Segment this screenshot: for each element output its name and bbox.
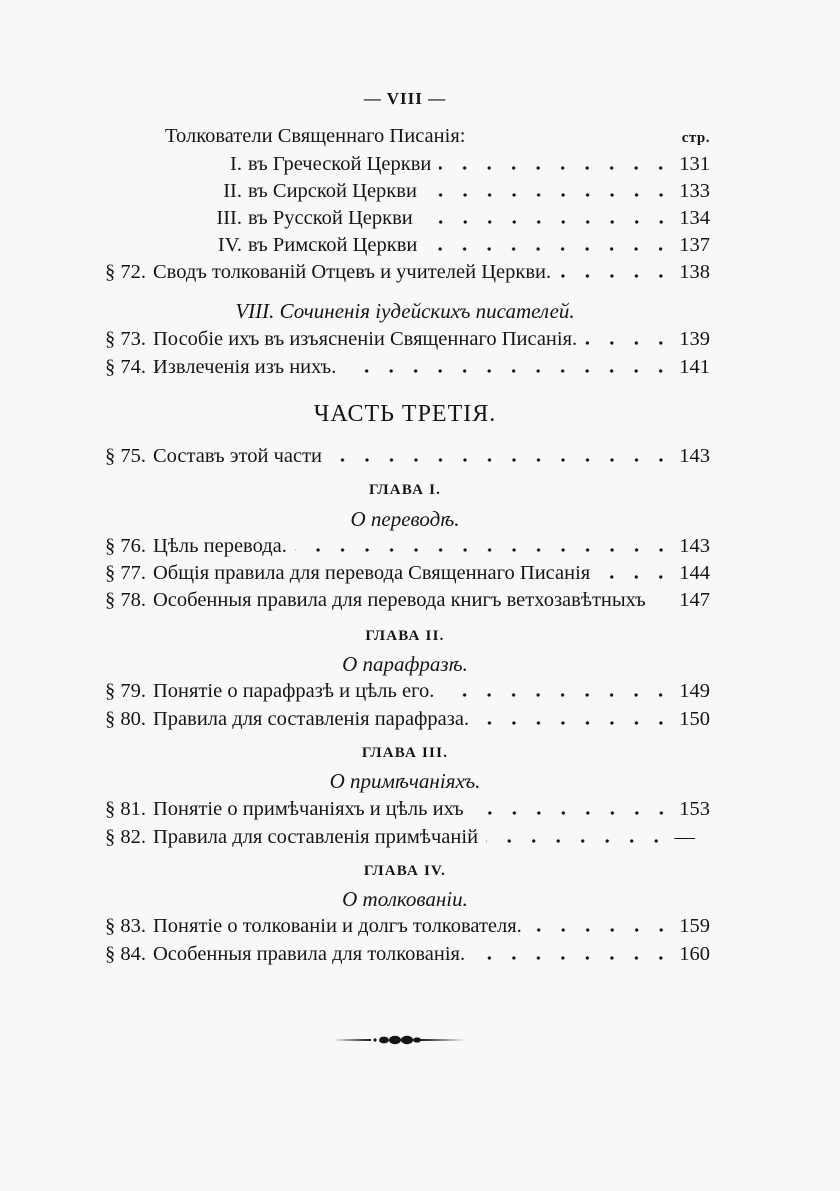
toc-entry-84 — [105, 942, 710, 966]
ornament-bead — [389, 1036, 401, 1044]
toc-entry-76 — [105, 534, 710, 558]
entry-number: § 78. — [105, 589, 146, 611]
entry-title: въ Сирской Церкви — [248, 180, 417, 202]
ornament-left-line — [333, 1039, 371, 1041]
toc-entry-77 — [105, 561, 710, 585]
ornament-bead — [413, 1037, 421, 1042]
entry-page: 138 — [679, 261, 710, 283]
ornament-bead — [401, 1036, 413, 1044]
toc-entry-80 — [105, 707, 710, 731]
dot-leader — [530, 928, 673, 932]
dot-leader — [585, 341, 673, 345]
entry-number: § 73. — [105, 328, 146, 350]
toc-entry-82 — [105, 825, 695, 849]
toc-entry-74 — [105, 355, 710, 379]
entry-number: § 83. — [105, 915, 146, 937]
chapter-title-3: О примѣчаніяхъ. — [329, 769, 481, 793]
entry-page: 147 — [679, 589, 710, 611]
dot-leader — [477, 721, 673, 725]
chapter-label-3: ГЛАВА III. — [361, 745, 449, 761]
entry-title: Особенныя правила для толкованія. — [153, 943, 466, 965]
entry-title: Сводъ толкованій Отцевъ и учителей Церкви. — [153, 261, 552, 283]
toc-entry-russian-church — [210, 206, 710, 230]
interpreters-heading: Толкователи Священнаго Писанія: — [165, 125, 466, 147]
toc-entry-72 — [105, 260, 710, 284]
dot-leader — [559, 274, 673, 278]
interpreters-heading-row — [165, 124, 710, 150]
entry-page: 137 — [679, 234, 710, 256]
entry-page: 131 — [679, 153, 710, 175]
entry-number: § 79. — [105, 680, 146, 702]
entry-title: Составъ этой части — [153, 445, 323, 467]
entry-number: § 74. — [105, 356, 146, 378]
entry-number: § 84. — [105, 943, 146, 965]
entry-title: Особенныя правила для перевода книгъ ветхозавѣтныхъ — [153, 589, 646, 611]
dot-leader — [473, 956, 673, 960]
chapter-label-4: ГЛАВА IV. — [363, 863, 447, 879]
entry-page: 134 — [679, 207, 710, 229]
entry-page: 139 — [679, 328, 710, 350]
toc-entry-78 — [105, 588, 710, 612]
entry-number: § 81. — [105, 798, 146, 820]
entry-page: — — [674, 826, 695, 848]
ornament-right-line — [420, 1039, 465, 1041]
dot-leader — [486, 839, 668, 843]
entry-number: § 80. — [105, 708, 146, 730]
dot-leader — [442, 693, 673, 697]
toc-entry-roman-church — [210, 233, 710, 257]
entry-page: 143 — [679, 445, 710, 467]
toc-entry-greek-church — [210, 152, 710, 176]
entry-title: Правила для составленія примѣчаній — [153, 826, 479, 848]
entry-number: § 77. — [105, 562, 146, 584]
dot-leader — [425, 247, 673, 251]
dot-leader — [295, 548, 673, 552]
entry-title: Цѣль перевода. — [153, 535, 287, 557]
page-column-label: стр. — [681, 130, 710, 146]
dot-leader — [472, 811, 674, 815]
entry-title: Пособіе ихъ въ изъясненіи Священнаго Писанія. — [153, 328, 578, 350]
chapter-label-2: ГЛАВА II. — [365, 628, 445, 644]
dot-leader — [344, 369, 673, 373]
entry-title: въ Русской Церкви — [248, 207, 413, 229]
entry-number: III. — [216, 207, 242, 229]
entry-title: Общія правила для перевода Священнаго Писанія — [153, 562, 591, 584]
dot-leader — [421, 220, 673, 224]
toc-entry-79 — [105, 679, 710, 703]
entry-page: 150 — [679, 708, 710, 730]
dot-leader — [330, 458, 673, 462]
entry-page: 143 — [679, 535, 710, 557]
entry-title: въ Римской Церкви — [248, 234, 418, 256]
entry-number: § 82. — [105, 826, 146, 848]
toc-entry-75 — [105, 444, 710, 468]
chapter-title-4: О толкованіи. — [342, 887, 468, 911]
entry-title: въ Греческой Церкви — [248, 153, 432, 175]
entry-title: Правила для составленія парафраза. — [153, 708, 470, 730]
dot-leader — [439, 166, 673, 170]
entry-page: 144 — [679, 562, 710, 584]
toc-entry-81 — [105, 797, 710, 821]
entry-number: IV. — [217, 234, 242, 256]
entry-title: Понятіе о парафразѣ и цѣль его. — [153, 680, 435, 702]
entry-page: 159 — [679, 915, 710, 937]
section-heading-viii: VIII. Сочиненія іудейскихъ писателей. — [235, 299, 575, 323]
entry-page: 133 — [679, 180, 710, 202]
entry-page: 160 — [679, 943, 710, 965]
toc-entry-83 — [105, 914, 710, 938]
toc-entry-73 — [105, 327, 710, 351]
part-three-title: ЧАСТЬ ТРЕТІЯ. — [313, 401, 497, 427]
ornament-dot — [373, 1038, 376, 1041]
toc-entry-syrian-church — [210, 179, 710, 203]
entry-title: Понятіе о примѣчаніяхъ и цѣль ихъ — [153, 798, 464, 820]
entry-number: I. — [230, 153, 242, 175]
entry-page: 153 — [679, 798, 710, 820]
page-number-header: — VIII — — [363, 89, 447, 108]
entry-number: § 72. — [105, 261, 146, 283]
ornament-bead — [379, 1037, 389, 1044]
ornament-divider — [333, 1032, 465, 1048]
chapter-title-2: О парафразѣ. — [342, 652, 468, 676]
entry-page: 149 — [679, 680, 710, 702]
chapter-label-1: ГЛАВА I. — [368, 482, 442, 498]
dot-leader — [598, 575, 673, 579]
entry-title: Извлеченія изъ нихъ. — [153, 356, 337, 378]
dot-leader — [425, 193, 673, 197]
entry-title: Понятіе о толкованіи и долгъ толкователя. — [153, 915, 522, 937]
entry-number: § 76. — [105, 535, 146, 557]
entry-number: II. — [223, 180, 242, 202]
entry-number: § 75. — [105, 445, 146, 467]
entry-page: 141 — [679, 356, 710, 378]
chapter-title-1: О переводѣ. — [350, 507, 460, 531]
